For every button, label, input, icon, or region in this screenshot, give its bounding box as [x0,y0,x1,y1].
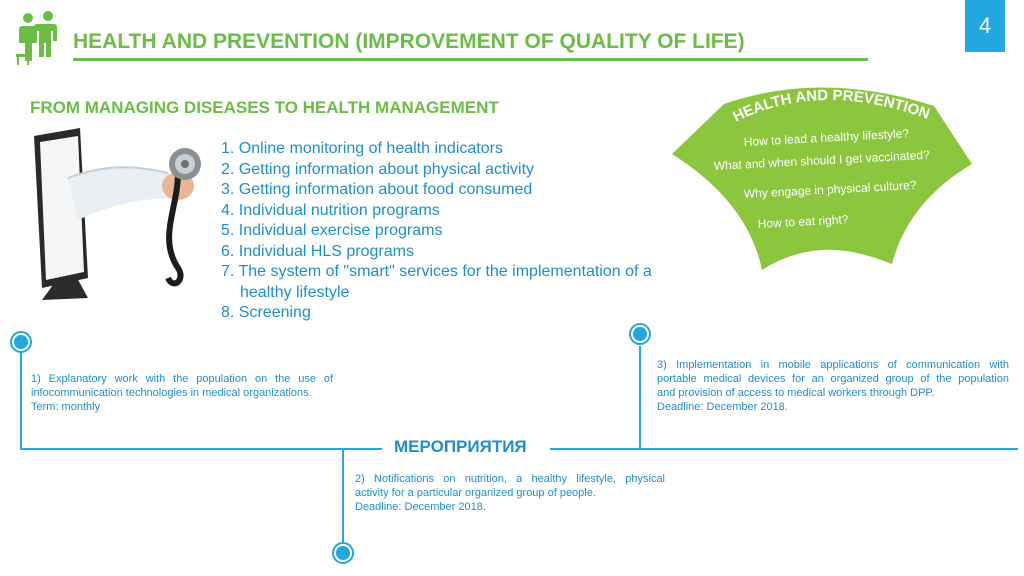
event-note-1: 1) Explanatory work with the population on the use of infocommunication technologies in medical organizations. Term: monthly [31,373,333,413]
list-item: 5. Individual exercise programs [221,222,443,239]
timeline-line-left [20,448,382,450]
list-item: 2. Getting information about physical activity [221,160,535,178]
timeline-node-2 [332,542,354,564]
list-item: 1. Online monitoring of health indicators [221,140,503,157]
page-title: HEALTH AND PREVENTION (IMPROVEMENT OF QUALITY OF LIFE) [73,30,745,53]
timeline-label: МЕРОПРИЯТИЯ [394,437,527,456]
page-number-badge: 4 [965,0,1005,52]
timeline-node-3 [629,323,651,345]
doctor-patient-icon [14,10,64,66]
title-underline [73,58,868,61]
timeline-node-1 [10,331,32,353]
list-item: 3. Getting information about food consumed [221,181,533,198]
feature-list [221,139,661,324]
list-item: 8. Screening [221,304,311,321]
timeline-stem-2 [342,449,344,544]
list-item: 4. Individual nutrition programs [221,201,440,219]
section-subtitle: FROM MANAGING DISEASES TO HEALTH MANAGEMENT [30,98,499,117]
timeline-line-right [550,448,1018,450]
list-item: 7. The system of "smart" services for the implementation of a healthy lifestyle [221,263,652,301]
event-note-3: 3) Implementation in mobile applications of communication with portable medical devices for an organized group of the population and provision of access to medical workers through DPP. Deadline: December 2018. [657,359,1009,413]
fan-question: How to eat right? [757,212,849,231]
fan-question: How to lead a healthy lifestyle? [743,126,910,149]
timeline-stem-1 [20,352,22,449]
timeline-stem-3 [639,346,641,449]
monitor-stethoscope-illustration [28,128,213,303]
event-note-2: 2) Notifications on nutrition, a healthy lifestyle, physical activity for a particular organized group of people. Deadline: December 2018. [355,473,665,513]
health-prevention-fan [672,82,972,272]
fan-title: HEALTH AND PREVENTION [730,86,932,126]
fan-question: What and when should I get vaccinated? [713,147,931,173]
list-item: 6. Individual HLS programs [221,242,414,260]
fan-question: Why engage in physical culture? [743,177,917,201]
